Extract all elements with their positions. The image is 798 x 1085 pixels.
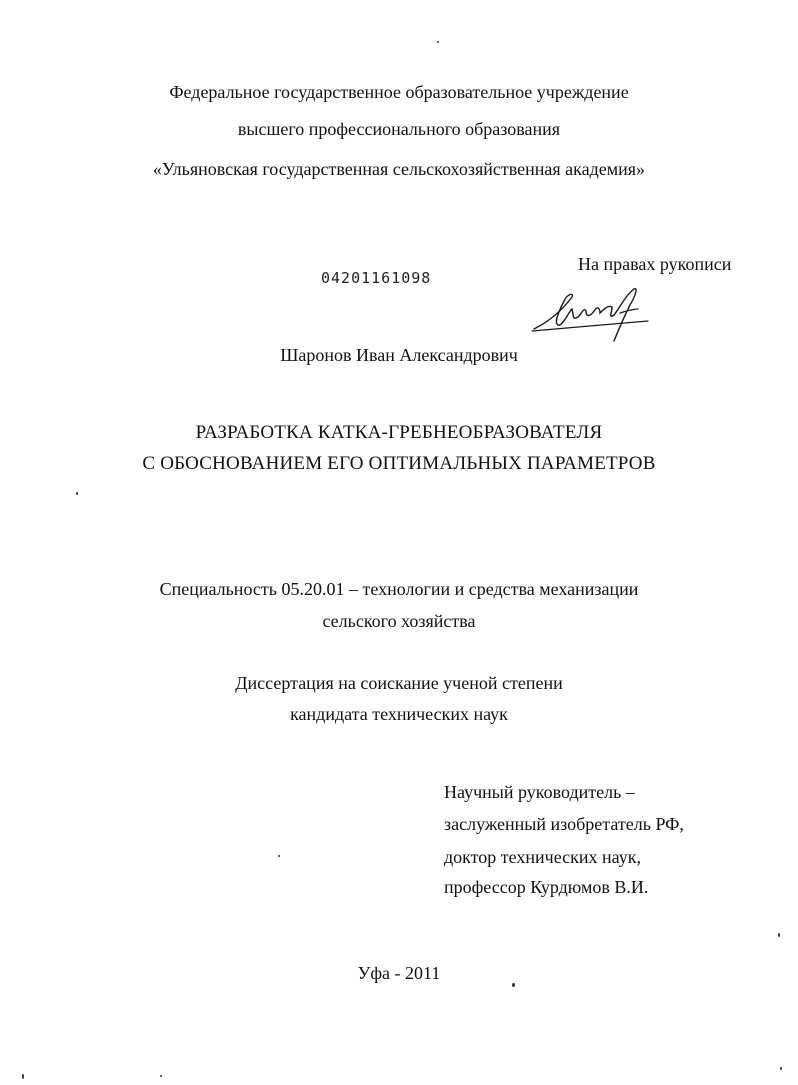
institution-line-1: Федеральное государственное образовательное учреждение	[169, 82, 629, 102]
author-signature	[528, 283, 658, 345]
supervisor-line-2: заслуженный изобретатель РФ,	[444, 814, 684, 834]
scan-speck	[22, 1074, 24, 1079]
scan-speck	[780, 1067, 782, 1070]
degree-line-2: кандидата технических наук	[290, 704, 508, 724]
scan-speck	[76, 492, 78, 495]
scan-speck	[512, 983, 515, 987]
specialty-line-2: сельского хозяйства	[322, 611, 476, 631]
place-and-year: Уфа - 2011	[357, 963, 441, 983]
author-name: Шаронов Иван Александрович	[280, 345, 518, 365]
scan-speck	[778, 933, 780, 937]
thesis-title-line-2: С ОБОСНОВАНИЕМ ЕГО ОПТИМАЛЬНЫХ ПАРАМЕТРОВ	[142, 453, 656, 474]
supervisor-line-4: профессор Курдюмов В.И.	[444, 877, 649, 897]
scan-speck	[437, 41, 439, 43]
manuscript-rights-label: На правах рукописи	[578, 254, 732, 274]
supervisor-line-1: Научный руководитель –	[444, 782, 635, 802]
specialty-line-1: Специальность 05.20.01 – технологии и средства механизации	[159, 579, 639, 599]
institution-line-3: «Ульяновская государственная сельскохозяйственная академия»	[152, 159, 646, 179]
scan-speck	[160, 1075, 162, 1077]
registration-number: 04201161098	[321, 269, 432, 287]
supervisor-line-3: доктор технических наук,	[444, 847, 641, 867]
thesis-title-line-1: РАЗРАБОТКА КАТКА-ГРЕБНЕОБРАЗОВАТЕЛЯ	[195, 422, 603, 443]
degree-line-1: Диссертация на соискание ученой степени	[235, 673, 563, 693]
scan-speck	[278, 855, 280, 857]
institution-line-2: высшего профессионального образования	[237, 119, 561, 139]
